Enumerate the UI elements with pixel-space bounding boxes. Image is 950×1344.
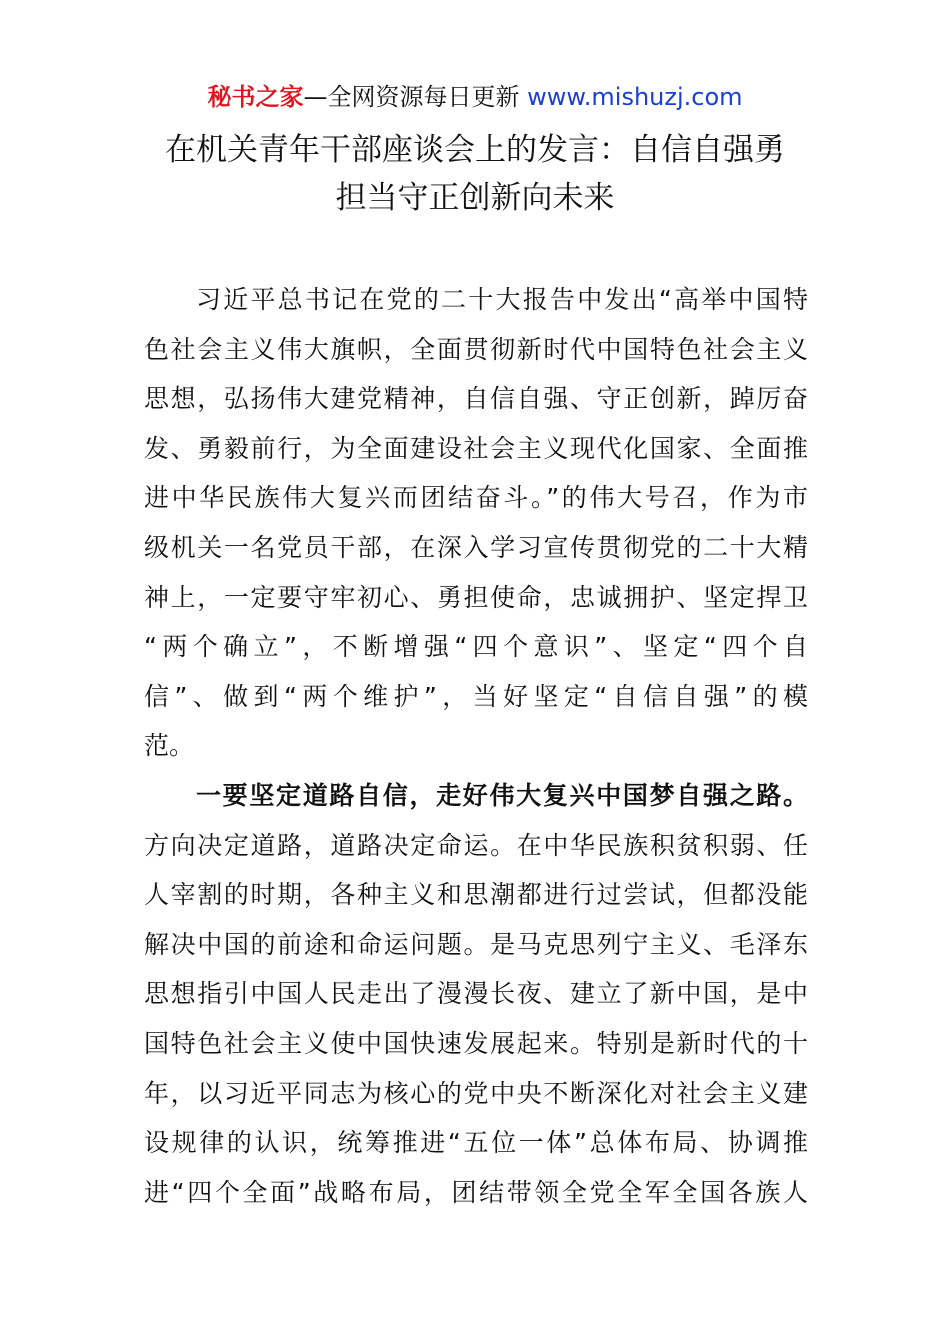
paragraph-lead-sentence: 一要坚定道路自信，走好伟大复兴中国梦自强之路。 xyxy=(196,780,808,810)
text-line: 级机关一名党员干部，在深入学习宣传贯彻党的二十大精 xyxy=(144,532,808,562)
document-body xyxy=(144,275,808,1217)
text-line: 思想指引中国人民走出了漫漫长夜、建立了新中国，是中 xyxy=(144,979,808,1009)
text-line: 习近平总书记在党的二十大报告中发出“高举中国特 xyxy=(196,285,808,314)
text-line: 思想，弘扬伟大建党精神，自信自强、守正创新，踔厉奋 xyxy=(144,384,808,414)
paragraph-1 xyxy=(144,275,808,771)
text-line: “两个确立”，不断增强“四个意识”、坚定“四个自 xyxy=(144,632,808,662)
text-line: 进中华民族伟大复兴而团结奋斗。”的伟大号召，作为市 xyxy=(144,483,808,513)
text-line: 发、勇毅前行，为全面建设社会主义现代化国家、全面推 xyxy=(144,433,808,463)
text-line: 解决中国的前途和命运问题。是马克思列宁主义、毛泽东 xyxy=(144,929,808,959)
text-line: 国特色社会主义使中国快速发展起来。特别是新时代的十 xyxy=(144,1028,808,1058)
header-tagline: —全网资源每日更新 xyxy=(303,83,528,111)
site-header xyxy=(0,80,950,114)
title-line-1: 在机关青年干部座谈会上的发言：自信自强勇 xyxy=(165,132,785,168)
text-line: 神上，一定要守牢初心、勇担使命，忠诚拥护、坚定捍卫 xyxy=(144,582,808,612)
paragraph-2 xyxy=(144,771,808,1217)
site-url-link[interactable]: www.mishuzj.com xyxy=(527,83,743,111)
text-line: 信”、做到“两个维护”，当好坚定“自信自强”的模 xyxy=(144,681,808,711)
text-line: 进“四个全面”战略布局，团结带领全党全军全国各族人 xyxy=(144,1177,808,1207)
brand-name: 秘书之家 xyxy=(207,83,304,111)
text-line: 色社会主义伟大旗帜，全面贯彻新时代中国特色社会主义 xyxy=(144,334,808,364)
text-line: 方向决定道路，道路决定命运。在中华民族积贫积弱、任 xyxy=(144,830,808,860)
text-line: 范。 xyxy=(144,731,195,761)
document-title xyxy=(130,126,820,222)
text-line: 人宰割的时期，各种主义和思潮都进行过尝试，但都没能 xyxy=(144,880,808,910)
text-line: 设规律的认识，统筹推进“五位一体”总体布局、协调推 xyxy=(144,1128,808,1158)
title-line-2: 担当守正创新向未来 xyxy=(335,180,615,216)
text-line: 年，以习近平同志为核心的党中央不断深化对社会主义建 xyxy=(144,1078,808,1108)
